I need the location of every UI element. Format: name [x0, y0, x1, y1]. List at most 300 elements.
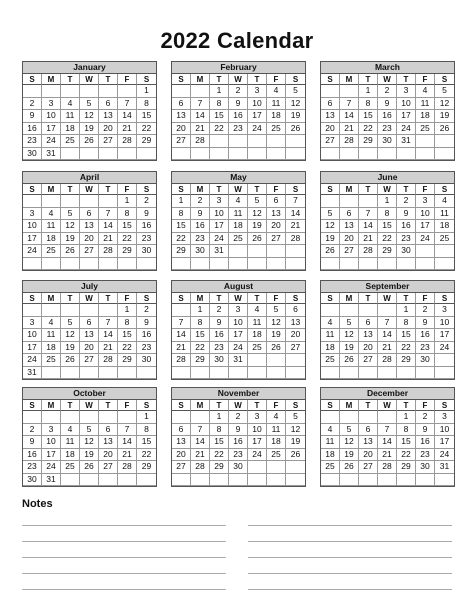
weekday-header: T	[248, 74, 267, 85]
day-cell: 5	[248, 195, 267, 208]
day-cell: 29	[118, 354, 137, 367]
day-cell: 22	[210, 123, 229, 136]
day-cell: 31	[210, 245, 229, 258]
day-cell: 12	[80, 110, 99, 123]
day-cell: 19	[435, 110, 454, 123]
notes-line	[248, 557, 452, 558]
day-cell: 20	[80, 342, 99, 355]
weekday-header: F	[118, 400, 137, 411]
empty-cell	[172, 85, 191, 98]
weekday-header: T	[210, 293, 229, 304]
weekday-header: T	[61, 184, 80, 195]
day-cell: 13	[359, 436, 378, 449]
day-grid	[321, 184, 454, 270]
day-cell: 25	[416, 123, 435, 136]
day-cell: 7	[172, 317, 191, 330]
day-cell: 2	[210, 304, 229, 317]
day-cell: 22	[378, 233, 397, 246]
notes-line	[248, 573, 452, 574]
empty-cell	[191, 411, 210, 424]
day-cell: 19	[61, 342, 80, 355]
empty-cell	[229, 245, 248, 258]
day-cell: 22	[397, 449, 416, 462]
month-july	[22, 280, 157, 380]
day-cell: 5	[61, 317, 80, 330]
day-cell: 9	[416, 317, 435, 330]
empty-cell	[416, 245, 435, 258]
day-cell: 21	[118, 123, 137, 136]
day-cell: 27	[172, 461, 191, 474]
empty-cell	[42, 411, 61, 424]
day-cell: 3	[435, 304, 454, 317]
empty-cell	[42, 258, 61, 271]
day-cell: 8	[359, 98, 378, 111]
day-cell: 15	[172, 220, 191, 233]
day-cell: 26	[340, 461, 359, 474]
day-cell: 13	[321, 110, 340, 123]
empty-cell	[435, 474, 454, 487]
day-cell: 14	[118, 436, 137, 449]
day-cell: 13	[80, 220, 99, 233]
empty-cell	[248, 367, 267, 380]
day-cell: 17	[397, 110, 416, 123]
day-cell: 17	[248, 110, 267, 123]
day-cell: 11	[42, 220, 61, 233]
day-cell: 10	[248, 98, 267, 111]
day-cell: 20	[340, 233, 359, 246]
day-cell: 13	[99, 110, 118, 123]
day-cell: 16	[229, 436, 248, 449]
day-cell: 22	[397, 342, 416, 355]
empty-cell	[191, 367, 210, 380]
day-cell: 30	[397, 245, 416, 258]
notes-line	[248, 525, 452, 526]
day-cell: 3	[210, 195, 229, 208]
empty-cell	[378, 367, 397, 380]
day-cell: 10	[42, 436, 61, 449]
month-september	[320, 280, 455, 380]
day-cell: 11	[61, 110, 80, 123]
empty-cell	[359, 195, 378, 208]
day-cell: 8	[118, 208, 137, 221]
day-cell: 3	[248, 85, 267, 98]
day-cell: 15	[137, 436, 156, 449]
day-cell: 31	[229, 354, 248, 367]
weekday-header: T	[99, 400, 118, 411]
empty-cell	[80, 304, 99, 317]
day-cell: 29	[137, 461, 156, 474]
day-cell: 19	[80, 123, 99, 136]
day-cell: 25	[267, 449, 286, 462]
day-cell: 28	[172, 354, 191, 367]
empty-cell	[118, 411, 137, 424]
weekday-header: S	[286, 400, 305, 411]
day-cell: 14	[286, 208, 305, 221]
day-cell: 3	[42, 98, 61, 111]
day-cell: 14	[191, 110, 210, 123]
day-grid	[23, 293, 156, 379]
weekday-header: S	[435, 184, 454, 195]
day-cell: 20	[359, 342, 378, 355]
empty-cell	[286, 474, 305, 487]
month-name: January	[23, 62, 156, 74]
day-cell: 13	[286, 317, 305, 330]
weekday-header: S	[23, 400, 42, 411]
weekday-header: S	[435, 293, 454, 304]
day-cell: 9	[416, 424, 435, 437]
empty-cell	[267, 135, 286, 148]
day-cell: 4	[61, 98, 80, 111]
empty-cell	[359, 474, 378, 487]
day-cell: 6	[321, 98, 340, 111]
day-cell: 7	[118, 98, 137, 111]
day-cell: 20	[172, 449, 191, 462]
notes-line	[22, 557, 226, 558]
weekday-header: S	[321, 184, 340, 195]
empty-cell	[210, 135, 229, 148]
day-cell: 25	[61, 135, 80, 148]
month-name: November	[172, 388, 305, 400]
weekday-header: F	[416, 400, 435, 411]
day-cell: 4	[267, 411, 286, 424]
day-cell: 19	[321, 233, 340, 246]
empty-cell	[416, 367, 435, 380]
weekday-header: W	[378, 293, 397, 304]
day-cell: 26	[340, 354, 359, 367]
month-february	[171, 61, 306, 161]
notes-heading: Notes	[22, 498, 53, 510]
day-cell: 10	[229, 317, 248, 330]
day-cell: 8	[137, 98, 156, 111]
empty-cell	[80, 148, 99, 161]
empty-cell	[340, 258, 359, 271]
day-cell: 8	[118, 317, 137, 330]
empty-cell	[286, 354, 305, 367]
month-december	[320, 387, 455, 487]
day-cell: 28	[191, 461, 210, 474]
day-grid	[23, 400, 156, 486]
day-cell: 28	[340, 135, 359, 148]
notes-line	[248, 541, 452, 542]
day-cell: 6	[99, 98, 118, 111]
weekday-header: S	[23, 184, 42, 195]
day-cell: 18	[267, 436, 286, 449]
day-cell: 19	[286, 110, 305, 123]
day-cell: 23	[210, 342, 229, 355]
notes-line	[22, 589, 226, 590]
empty-cell	[191, 85, 210, 98]
day-cell: 17	[23, 233, 42, 246]
empty-cell	[397, 258, 416, 271]
day-cell: 29	[397, 354, 416, 367]
day-cell: 18	[42, 233, 61, 246]
weekday-header: S	[137, 74, 156, 85]
empty-cell	[61, 85, 80, 98]
day-cell: 31	[42, 474, 61, 487]
weekday-header: M	[42, 184, 61, 195]
empty-cell	[378, 304, 397, 317]
day-cell: 20	[321, 123, 340, 136]
day-cell: 6	[359, 317, 378, 330]
day-cell: 11	[416, 98, 435, 111]
day-cell: 27	[321, 135, 340, 148]
empty-cell	[267, 245, 286, 258]
day-cell: 7	[378, 317, 397, 330]
day-cell: 9	[378, 98, 397, 111]
weekday-header: T	[248, 184, 267, 195]
day-cell: 28	[118, 135, 137, 148]
weekday-header: S	[435, 400, 454, 411]
day-cell: 22	[210, 449, 229, 462]
day-cell: 14	[118, 110, 137, 123]
day-cell: 23	[229, 449, 248, 462]
day-cell: 21	[378, 342, 397, 355]
day-cell: 28	[286, 233, 305, 246]
day-cell: 16	[229, 110, 248, 123]
day-cell: 11	[229, 208, 248, 221]
day-cell: 6	[286, 304, 305, 317]
empty-cell	[397, 367, 416, 380]
day-cell: 11	[267, 424, 286, 437]
day-cell: 8	[378, 208, 397, 221]
notes-line	[22, 525, 226, 526]
empty-cell	[416, 148, 435, 161]
empty-cell	[229, 148, 248, 161]
empty-cell	[286, 135, 305, 148]
day-cell: 15	[378, 220, 397, 233]
day-cell: 11	[248, 317, 267, 330]
day-cell: 4	[321, 424, 340, 437]
weekday-header: T	[61, 293, 80, 304]
day-cell: 17	[435, 329, 454, 342]
empty-cell	[61, 367, 80, 380]
empty-cell	[210, 258, 229, 271]
day-cell: 30	[191, 245, 210, 258]
day-cell: 27	[359, 354, 378, 367]
weekday-header: S	[321, 74, 340, 85]
empty-cell	[340, 85, 359, 98]
empty-cell	[248, 148, 267, 161]
empty-cell	[23, 195, 42, 208]
day-cell: 31	[435, 461, 454, 474]
day-cell: 23	[416, 449, 435, 462]
day-cell: 2	[23, 424, 42, 437]
day-cell: 9	[23, 436, 42, 449]
empty-cell	[99, 411, 118, 424]
day-cell: 1	[378, 195, 397, 208]
day-cell: 4	[267, 85, 286, 98]
weekday-header: M	[42, 400, 61, 411]
empty-cell	[359, 304, 378, 317]
day-cell: 24	[248, 123, 267, 136]
day-cell: 2	[378, 85, 397, 98]
day-cell: 22	[172, 233, 191, 246]
day-cell: 2	[191, 195, 210, 208]
empty-cell	[210, 148, 229, 161]
day-grid	[172, 400, 305, 486]
day-cell: 16	[378, 110, 397, 123]
day-cell: 1	[191, 304, 210, 317]
day-cell: 20	[80, 233, 99, 246]
empty-cell	[118, 258, 137, 271]
day-cell: 4	[321, 317, 340, 330]
month-name: October	[23, 388, 156, 400]
day-cell: 25	[61, 461, 80, 474]
day-cell: 26	[61, 354, 80, 367]
day-cell: 10	[210, 208, 229, 221]
day-cell: 25	[42, 354, 61, 367]
empty-cell	[321, 411, 340, 424]
empty-cell	[435, 258, 454, 271]
empty-cell	[321, 85, 340, 98]
day-cell: 21	[378, 449, 397, 462]
day-cell: 8	[191, 317, 210, 330]
day-cell: 28	[118, 461, 137, 474]
day-cell: 29	[172, 245, 191, 258]
day-cell: 24	[42, 461, 61, 474]
day-cell: 28	[359, 245, 378, 258]
day-cell: 19	[267, 329, 286, 342]
day-cell: 2	[137, 195, 156, 208]
weekday-header: T	[248, 293, 267, 304]
weekday-header: T	[248, 400, 267, 411]
day-cell: 29	[378, 245, 397, 258]
empty-cell	[340, 411, 359, 424]
empty-cell	[99, 195, 118, 208]
day-cell: 1	[397, 411, 416, 424]
day-cell: 19	[340, 449, 359, 462]
empty-cell	[435, 148, 454, 161]
empty-cell	[359, 148, 378, 161]
day-cell: 9	[137, 317, 156, 330]
empty-cell	[210, 474, 229, 487]
day-cell: 29	[397, 461, 416, 474]
weekday-header: M	[191, 184, 210, 195]
day-cell: 3	[23, 208, 42, 221]
weekday-header: W	[229, 293, 248, 304]
day-cell: 20	[99, 123, 118, 136]
day-cell: 18	[267, 110, 286, 123]
empty-cell	[340, 195, 359, 208]
day-cell: 9	[397, 208, 416, 221]
empty-cell	[229, 367, 248, 380]
empty-cell	[42, 367, 61, 380]
day-cell: 4	[61, 424, 80, 437]
weekday-header: M	[191, 293, 210, 304]
weekday-header: S	[137, 184, 156, 195]
empty-cell	[99, 148, 118, 161]
day-cell: 13	[99, 436, 118, 449]
empty-cell	[248, 474, 267, 487]
day-cell: 4	[416, 85, 435, 98]
day-cell: 12	[435, 98, 454, 111]
day-cell: 2	[23, 98, 42, 111]
day-grid	[321, 293, 454, 379]
empty-cell	[172, 411, 191, 424]
weekday-header: F	[267, 74, 286, 85]
day-cell: 11	[61, 436, 80, 449]
month-april	[22, 171, 157, 271]
empty-cell	[340, 304, 359, 317]
day-cell: 5	[80, 424, 99, 437]
weekday-header: S	[172, 184, 191, 195]
day-cell: 3	[416, 195, 435, 208]
empty-cell	[137, 258, 156, 271]
day-cell: 20	[99, 449, 118, 462]
day-cell: 7	[118, 424, 137, 437]
weekday-header: S	[172, 74, 191, 85]
empty-cell	[378, 148, 397, 161]
day-cell: 16	[397, 220, 416, 233]
day-cell: 12	[267, 317, 286, 330]
empty-cell	[267, 461, 286, 474]
empty-cell	[416, 258, 435, 271]
day-cell: 22	[359, 123, 378, 136]
day-cell: 12	[248, 208, 267, 221]
day-cell: 26	[80, 461, 99, 474]
day-cell: 23	[23, 135, 42, 148]
day-cell: 18	[61, 123, 80, 136]
day-cell: 26	[61, 245, 80, 258]
weekday-header: S	[23, 293, 42, 304]
day-cell: 25	[248, 342, 267, 355]
empty-cell	[23, 411, 42, 424]
day-cell: 24	[23, 354, 42, 367]
day-cell: 27	[80, 354, 99, 367]
day-cell: 4	[42, 317, 61, 330]
day-cell: 8	[397, 317, 416, 330]
empty-cell	[229, 135, 248, 148]
day-grid	[321, 400, 454, 486]
day-cell: 23	[229, 123, 248, 136]
day-cell: 1	[137, 411, 156, 424]
day-cell: 9	[229, 424, 248, 437]
weekday-header: M	[191, 74, 210, 85]
weekday-header: S	[172, 400, 191, 411]
empty-cell	[248, 461, 267, 474]
day-cell: 13	[80, 329, 99, 342]
day-cell: 16	[137, 329, 156, 342]
day-grid	[23, 184, 156, 270]
day-cell: 12	[61, 329, 80, 342]
day-cell: 4	[248, 304, 267, 317]
empty-cell	[118, 367, 137, 380]
day-cell: 4	[229, 195, 248, 208]
day-cell: 17	[42, 449, 61, 462]
month-january	[22, 61, 157, 161]
day-cell: 24	[248, 449, 267, 462]
weekday-header: W	[80, 74, 99, 85]
empty-cell	[61, 148, 80, 161]
day-cell: 9	[191, 208, 210, 221]
day-cell: 16	[137, 220, 156, 233]
empty-cell	[80, 195, 99, 208]
day-cell: 25	[42, 245, 61, 258]
day-cell: 26	[267, 342, 286, 355]
weekday-header: S	[286, 184, 305, 195]
weekday-header: W	[229, 74, 248, 85]
weekday-header: M	[340, 293, 359, 304]
empty-cell	[286, 148, 305, 161]
day-cell: 26	[435, 123, 454, 136]
day-cell: 15	[210, 110, 229, 123]
day-cell: 21	[191, 123, 210, 136]
day-cell: 18	[416, 110, 435, 123]
day-cell: 23	[378, 123, 397, 136]
day-cell: 30	[23, 148, 42, 161]
empty-cell	[267, 148, 286, 161]
day-cell: 12	[286, 424, 305, 437]
